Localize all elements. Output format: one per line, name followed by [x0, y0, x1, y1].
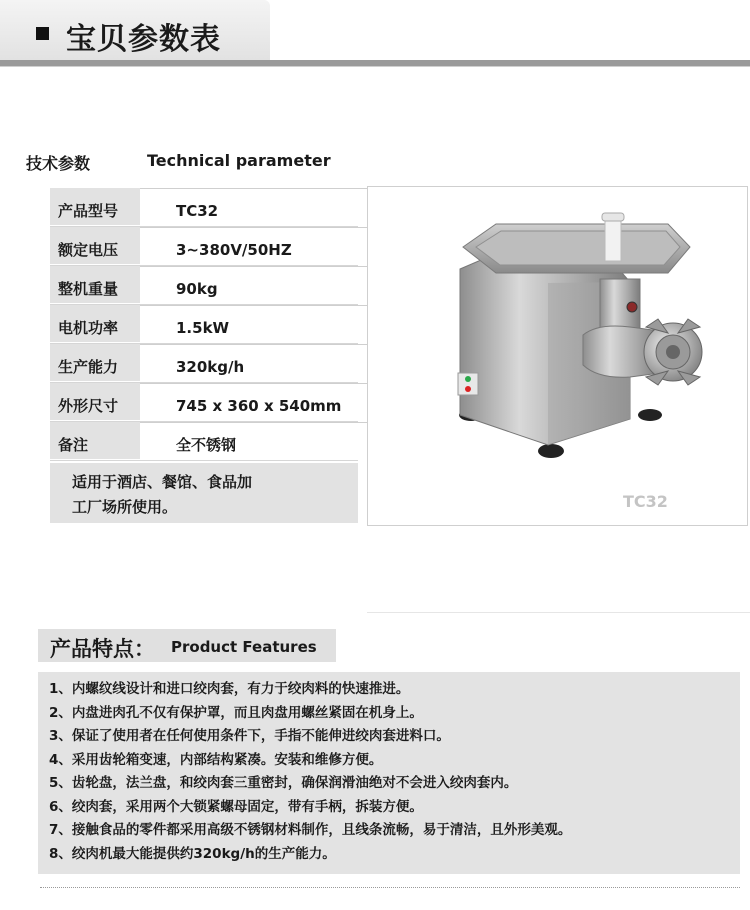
feature-item: 5、齿轮盘，法兰盘，和绞肉套三重密封，确保润滑油绝对不会进入绞肉套内。: [49, 775, 518, 791]
spec-label: 生产能力: [50, 344, 140, 381]
feature-item: 4、采用齿轮箱变速，内部结构紧凑。安装和维修方便。: [49, 751, 383, 768]
spec-label: 产品型号: [50, 188, 140, 225]
spec-row: [50, 188, 358, 227]
spec-row: [50, 383, 358, 422]
spec-value: 1.5kW: [176, 319, 230, 337]
header-divider-light: [0, 66, 750, 67]
spec-label: 电机功率: [50, 305, 140, 342]
feature-item: 3、保证了使用者在任何使用条件下，手指不能伸进绞肉套进料口。: [49, 728, 450, 744]
section-divider: [367, 612, 750, 613]
product-photo-frame: [367, 186, 748, 526]
feature-item: 8、绞肉机最大能提供约320kg/h的生产能力。: [49, 845, 336, 862]
usage-note-line: 适用于酒店、餐馆、食品加: [72, 473, 253, 491]
spec-row: [50, 422, 358, 461]
technical-title-cn: 技术参数: [26, 154, 91, 173]
spec-value: 3~380V/50HZ: [176, 241, 292, 259]
spec-table: [50, 188, 358, 461]
page-title: 宝贝参数表: [66, 22, 221, 57]
spec-label: 备注: [50, 422, 140, 459]
spec-row: [50, 305, 358, 344]
spec-row: [50, 266, 358, 305]
spec-value: TC32: [176, 202, 219, 220]
spec-label: 整机重量: [50, 266, 140, 303]
meat-grinder-image: [368, 187, 749, 527]
usage-note-line: 工厂场所使用。: [72, 498, 178, 516]
bullet-square-icon: [36, 27, 49, 40]
photo-caption: TC32: [623, 492, 668, 511]
feature-item: 1、内螺纹线设计和进口绞肉套，有力于绞肉料的快速推进。: [49, 681, 410, 697]
feature-item: 7、接触食品的零件都采用高级不锈钢材料制作，且线条流畅，易于清洁，且外形美观。: [49, 822, 572, 838]
spec-value: 745 x 360 x 540mm: [176, 397, 342, 415]
dotted-divider: [40, 887, 740, 888]
spec-row: [50, 344, 358, 383]
spec-label: 外形尺寸: [50, 383, 140, 420]
features-list: [38, 672, 740, 874]
feature-item: 2、内盘进肉孔不仅有保护罩，而且肉盘用螺丝紧固在机身上。: [49, 704, 423, 721]
spec-value: 全不锈钢: [176, 436, 237, 454]
technical-title-en: Technical parameter: [147, 151, 331, 170]
spec-value: 90kg: [176, 280, 218, 298]
spec-value: 320kg/h: [176, 358, 245, 376]
features-title-cn: 产品特点：: [50, 637, 155, 661]
spec-label: 额定电压: [50, 227, 140, 264]
usage-note: [50, 463, 358, 523]
spec-row: [50, 227, 358, 266]
features-title-en: Product Features: [171, 638, 317, 656]
feature-item: 6、绞肉套，采用两个大锁紧螺母固定，带有手柄，拆装方便。: [49, 798, 423, 815]
